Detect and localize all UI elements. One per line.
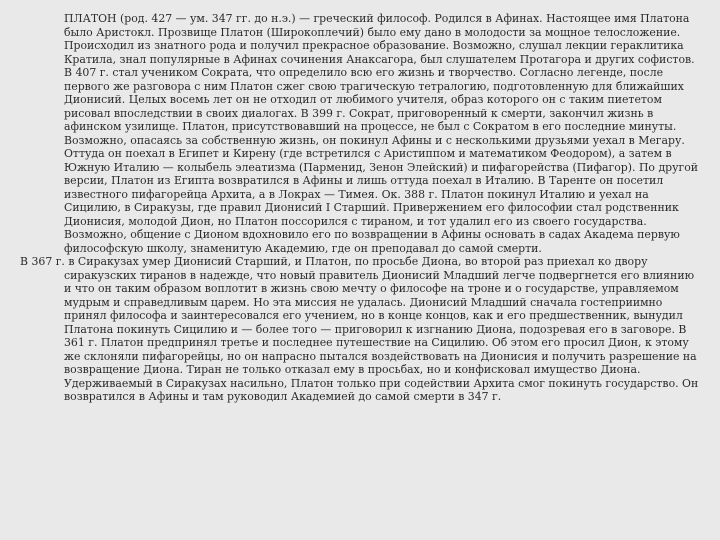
biography-paragraph-2: В 367 г. в Сиракузах умер Дионисий Старший, и Платон, по просьбе Диона, во второй раз приехал ко двору сиракузских тиранов в надежде, что новый правитель Дионисий Младший легче подвергнется его влиянию и что он таким образом воплотит в жизнь свою мечту о философе на троне и о государстве, управляемом мудрым и справедливым царем. Но эта миссия не удалась. Дионисий Младший сначала гостеприимно принял философа и заинтересовался его учением, но в конце концов, как и его предшественник, вынудил Платона покинуть Сицилию и — более того — приговорил к изгнанию Диона, подозревая его в заговоре. В 361 г. Платон предпринял третье и последнее путешествие на Сицилию. Об этом его просил Дион, к этому же склоняли пифагорейцы, но он напрасно пытался воздействовать на Дионисия и получить разрешение на возвращение Диона. Тиран не только отказал ему в просьбах, но и конфисковал имущество Диона. Удерживаемый в Сиракузах насильно, Платон только при содействии Архита смог покинуть государство. Он возвратился в Афины и там руководил Академией до самой смерти в 347 г. [20,255,699,403]
biography-paragraph-1: ПЛАТОН (род. 427 — ум. 347 гг. до н.э.) — греческий философ. Родился в Афинах. Настоящее имя Платона было Аристокл. Прозвище Платон (Широкоплечий) было ему дано в молодости за мощное телосложение. Происходил из знатного рода и получил прекрасное образование. Возможно, слушал лекции гераклитика Кратила, знал популярные в Афинах сочинения Анаксагора, был слушателем Протагора и других софистов. В 407 г. стал учеником Сократа, что определило всю его жизнь и творчество. Согласно легенде, после первого же разговора с ним Платон сжег свою трагическую тетралогию, подготовленную для ближайших Дионисий. Целых восемь лет он не отходил от любимого учителя, образ которого он с таким пиететом рисовал впоследствии в своих диалогах. В 399 г. Сократ, приговоренный к смерти, закончил жизнь в афинском узилище. Платон, присутствовавший на процессе, не был с Сократом в его последние минуты. Возможно, опасаясь за собственную жизнь, он покинул Афины и с несколькими друзьями уехал в Мегару. Оттуда он поехал в Египет и Кирену (где встретился с Аристиппом и математиком Феодором), а затем в Южную Италию — колыбель элеатизма (Парменид, Зенон Элейский) и пифагорейства (Пифагор). По другой версии, Платон из Египта возвратился в Афины и лишь оттуда поехал в Италию. В Таренте он посетил известного пифагорейца Архита, а в Локрах — Тимея. Ок. 388 г. Платон покинул Италию и уехал на Сицилию, в Сиракузы, где правил Дионисий I Старший. Привержением его философии стал родственник Дионисия, молодой Дион, но Платон поссорился с тираном, и тот удалил его из своего государства. Возможно, общение с Дионом вдохновило его по возвращении в Афины основать в садах Академа первую философскую школу, знаменитую Академию, где он преподавал до самой смерти. [64,12,699,255]
